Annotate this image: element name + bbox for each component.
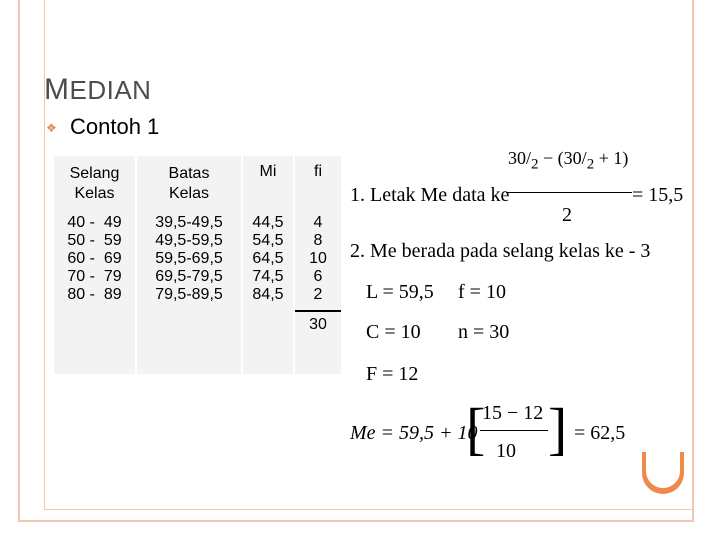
var-L: L = 59,5: [366, 281, 434, 303]
var-n: n = 30: [458, 321, 510, 343]
table-cell: 40 - 49: [67, 214, 122, 231]
bullet-text: Contoh 1: [70, 114, 160, 139]
var-F: F = 12: [366, 363, 419, 385]
table-cell: 8: [313, 232, 323, 249]
step1-result: = 15,5: [632, 184, 684, 206]
median-formula: [350, 398, 690, 468]
column-fi: [295, 212, 341, 374]
median-numerator: 15 − 12: [482, 402, 544, 424]
table-cell: 70 - 79: [67, 268, 122, 285]
step1-formula: [350, 146, 690, 236]
step1-denominator: 2: [562, 204, 572, 226]
bullet-icon: ❖: [46, 121, 57, 135]
table-cell: 44,5: [252, 214, 284, 231]
var-C: C = 10: [366, 321, 421, 343]
table-cell: 69,5-79,5: [155, 268, 223, 285]
table-cell: 59,5-69,5: [155, 250, 223, 267]
table-cell: 50 - 59: [67, 232, 122, 249]
step1-label: 1. Letak Me data ke: [350, 184, 510, 206]
table-cell: 39,5-49,5: [155, 214, 223, 231]
step1-numerator: $30/_2 - (30/_2 + 1)$: [508, 148, 629, 173]
column-mi: [243, 212, 295, 374]
table-cell: 79,5-89,5: [155, 286, 223, 303]
step2-label: 2. Me berada pada selang kelas ke - 3: [350, 240, 651, 262]
frequency-table: [54, 156, 341, 374]
header-selang-kelas: Selang Kelas: [54, 156, 137, 212]
table-cell: 84,5: [252, 286, 284, 303]
step1-fraction-bar: [506, 192, 632, 193]
median-result: = 62,5: [574, 422, 626, 444]
column-selang: [54, 212, 137, 374]
table-cell: 6: [313, 268, 323, 285]
median-denominator: 10: [496, 440, 516, 462]
table-cell: 60 - 69: [67, 250, 122, 267]
table-cell: 2: [313, 286, 323, 303]
var-f: f = 10: [458, 281, 506, 303]
table-cell: 80 - 89: [67, 286, 122, 303]
header-fi: fi: [295, 156, 341, 212]
bracket-right: ]: [548, 396, 568, 461]
header-batas-kelas: Batas Kelas: [137, 156, 243, 212]
column-batas: [137, 212, 243, 374]
table-cell: 10: [309, 250, 327, 267]
table-cell: 54,5: [252, 232, 284, 249]
header-mi: Mi: [243, 156, 295, 212]
median-left: Me = 59,5 + 10: [350, 422, 478, 444]
median-fraction-bar: [480, 430, 548, 431]
page-title: MEDIAN: [44, 73, 152, 106]
table-cell: 74,5: [252, 268, 284, 285]
table-body: [54, 212, 341, 374]
table-cell: 4: [313, 214, 323, 231]
total-frequency: 30: [295, 310, 341, 334]
table-cell: 64,5: [252, 250, 284, 267]
table-header-row: [54, 156, 341, 212]
bracket-left: [: [466, 396, 486, 461]
table-cell: 49,5-59,5: [155, 232, 223, 249]
